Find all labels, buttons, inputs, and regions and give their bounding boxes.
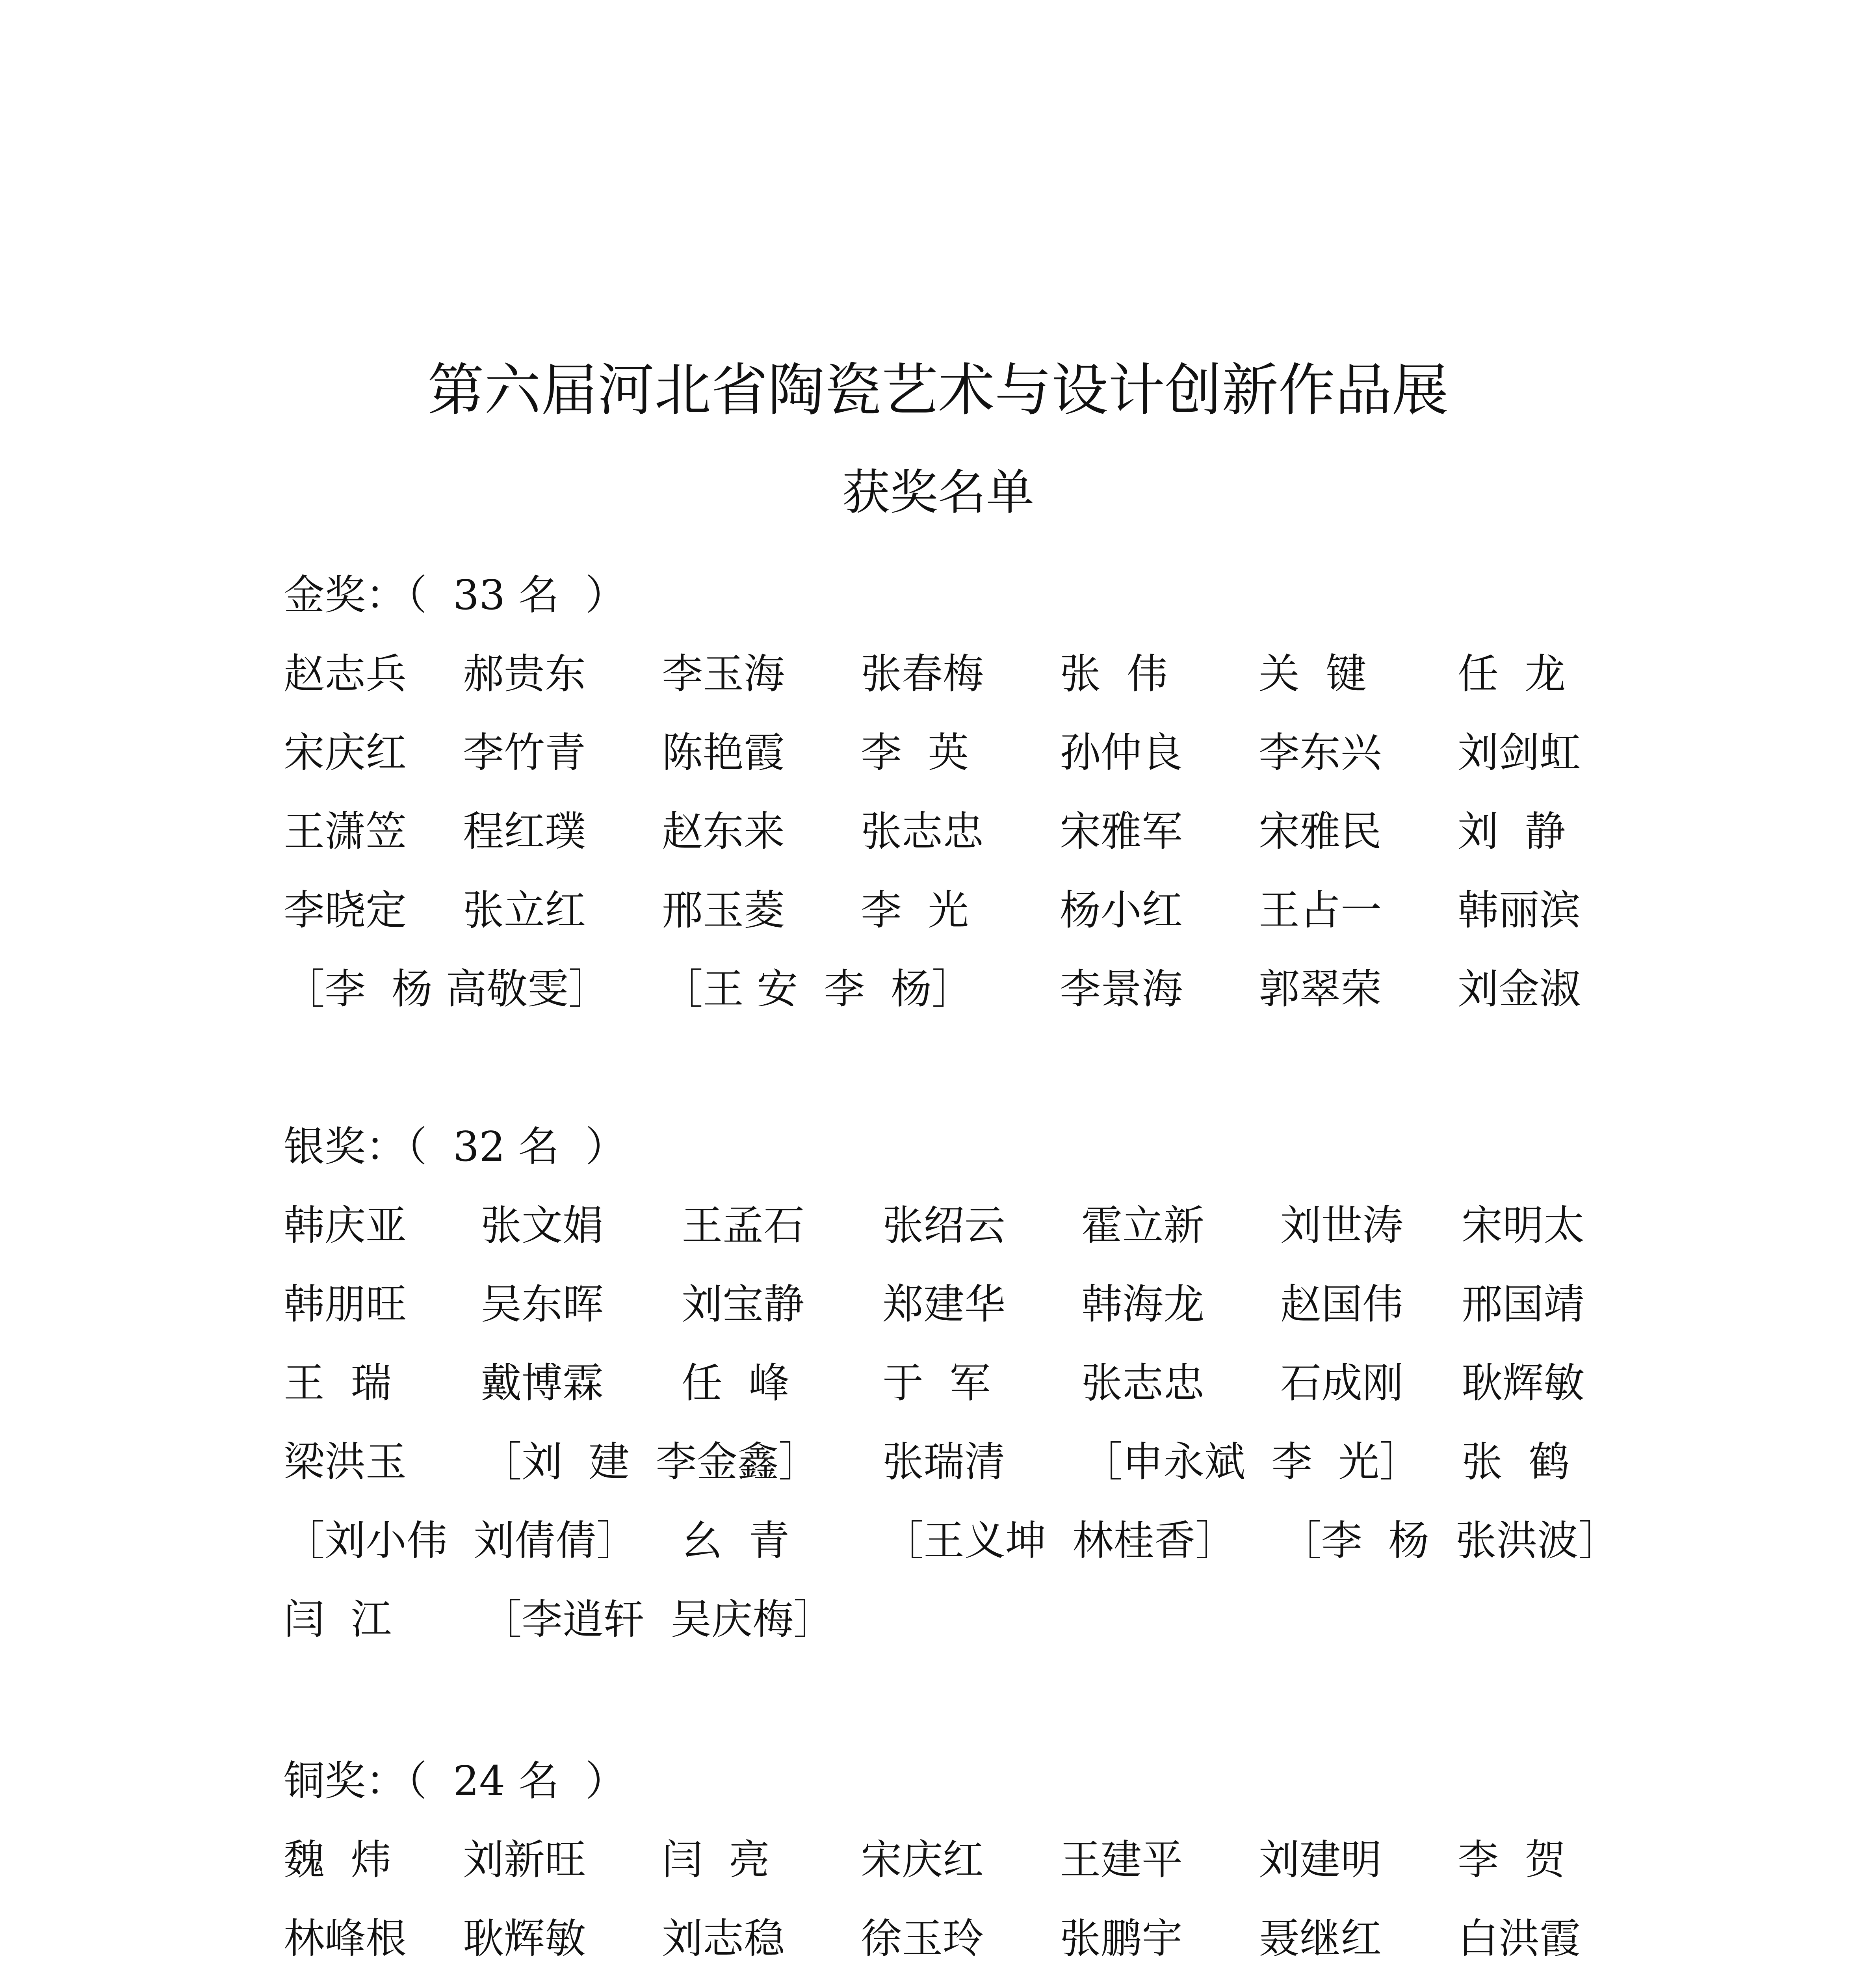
winner-name: 霍立新 <box>1081 1201 1205 1249</box>
winner-name: 刘剑虹 <box>1458 729 1581 777</box>
winner-name: 郝贵东 <box>463 650 586 698</box>
winner-row <box>284 634 1599 713</box>
winner-name: 张 鹤 <box>1462 1438 1570 1486</box>
winner-name: 邢玉菱 <box>662 886 785 934</box>
winner-name: 关 键 <box>1259 650 1367 698</box>
winner-name: 张春梅 <box>861 650 984 698</box>
winner-name: 刘志稳 <box>662 1914 785 1963</box>
winner-name: 耿辉敏 <box>463 1914 586 1963</box>
winner-name: ［李逍轩 吴庆梅］ <box>481 1595 835 1643</box>
winner-name: 梁洪玉 <box>284 1438 407 1486</box>
winner-name: 韩朋旺 <box>284 1280 407 1328</box>
page-subtitle: 获奖名单 <box>842 465 1034 520</box>
winner-name: 张立红 <box>463 886 586 934</box>
winner-name: 李 英 <box>861 729 969 777</box>
winner-name: 张文娟 <box>481 1201 604 1249</box>
winner-name: 刘世涛 <box>1280 1201 1404 1249</box>
bronze-award-label: 铜奖：（ 24 名 ） <box>284 1757 626 1805</box>
winner-name: 吴东晖 <box>481 1280 604 1328</box>
gold-award-header <box>284 556 1599 634</box>
winner-name: 赵志兵 <box>284 650 407 698</box>
winner-name: 石成刚 <box>1280 1359 1404 1407</box>
winner-row <box>284 1501 1620 1580</box>
winner-name: 王建平 <box>1060 1836 1183 1884</box>
winner-name: ［王 安 李 杨］ <box>662 965 973 1013</box>
bronze-award-header <box>284 1741 1599 1820</box>
winner-row <box>284 1265 1599 1344</box>
winner-name: 刘 静 <box>1458 807 1566 855</box>
winner-name: 李东兴 <box>1259 729 1382 777</box>
winner-name: 刘宝静 <box>682 1280 805 1328</box>
winner-row <box>284 1344 1599 1422</box>
winner-name: ［刘 建 李金鑫］ <box>481 1438 820 1486</box>
winner-name: 郑建华 <box>882 1280 1006 1328</box>
winner-name: 韩海龙 <box>1081 1280 1205 1328</box>
winner-row <box>284 1186 1599 1265</box>
winner-row <box>284 1580 1599 1659</box>
winner-name: 王 瑞 <box>284 1359 392 1407</box>
winner-name: 张绍云 <box>882 1201 1006 1249</box>
winner-name: 戴博霖 <box>481 1359 604 1407</box>
winner-name: 宋明太 <box>1462 1201 1585 1249</box>
winner-name: 闫 江 <box>284 1595 392 1643</box>
winner-name: 刘金淑 <box>1458 965 1581 1013</box>
winner-name: 李景海 <box>1060 965 1183 1013</box>
winner-name: 韩丽滨 <box>1458 886 1581 934</box>
winner-name: ［李 杨 张洪波］ <box>1280 1517 1620 1565</box>
winner-name: 宋雅民 <box>1259 807 1382 855</box>
winner-name: 白洪霞 <box>1458 1914 1581 1963</box>
winner-name: 任 峰 <box>682 1359 790 1407</box>
winner-row <box>284 1422 1599 1501</box>
winner-row <box>284 792 1599 871</box>
winner-name: 孙仲良 <box>1060 729 1183 777</box>
winner-name: 李竹青 <box>463 729 586 777</box>
winner-name: 宋庆红 <box>861 1836 984 1884</box>
winner-name: 刘建明 <box>1259 1836 1382 1884</box>
bronze-award-section <box>284 1741 1599 1970</box>
winner-row <box>284 713 1599 792</box>
winner-name: 王孟石 <box>682 1201 805 1249</box>
bronze-award-list <box>284 1820 1599 1970</box>
winner-name: 张瑞清 <box>882 1438 1006 1486</box>
winner-name: 杨小红 <box>1060 886 1183 934</box>
winner-name: 耿辉敏 <box>1462 1359 1585 1407</box>
silver-award-label: 银奖：（ 32 名 ） <box>284 1123 626 1171</box>
winner-name: 刘新旺 <box>463 1836 586 1884</box>
winner-name: 郭翠荣 <box>1259 965 1382 1013</box>
winner-name: 陈艳霞 <box>662 729 785 777</box>
gold-award-section <box>284 556 1599 1028</box>
winner-name: 魏 炜 <box>284 1836 392 1884</box>
winner-name: 张 伟 <box>1060 650 1168 698</box>
winner-name: 聂继红 <box>1259 1914 1382 1963</box>
winner-name: 宋雅军 <box>1060 807 1183 855</box>
winner-name: 张志忠 <box>1081 1359 1205 1407</box>
winner-name: 李 光 <box>861 886 969 934</box>
winner-name: ［申永斌 李 光］ <box>1081 1438 1421 1486</box>
winner-name: ［王义坤 林桂香］ <box>882 1517 1237 1565</box>
winner-name: 幺 青 <box>682 1517 790 1565</box>
winner-name: 徐玉玲 <box>861 1914 984 1963</box>
winner-row <box>284 1899 1599 1970</box>
winner-name: 李玉海 <box>662 650 785 698</box>
winner-name: ［李 杨 高敬雯］ <box>284 965 610 1013</box>
winner-name: 任 龙 <box>1458 650 1566 698</box>
winner-name: 闫 亮 <box>662 1836 770 1884</box>
winner-name: 王占一 <box>1259 886 1382 934</box>
winner-name: 韩庆亚 <box>284 1201 407 1249</box>
silver-award-list <box>284 1186 1620 1659</box>
winner-name: 王潇笠 <box>284 807 407 855</box>
page-title: 第六届河北省陶瓷艺术与设计创新作品展 <box>427 357 1449 423</box>
winner-name: 赵国伟 <box>1280 1280 1404 1328</box>
winner-name: 程红璞 <box>463 807 586 855</box>
gold-award-label: 金奖：（ 33 名 ） <box>284 571 626 619</box>
silver-award-section <box>284 1107 1620 1659</box>
winner-name: 张鹏宇 <box>1060 1914 1183 1963</box>
winner-name: 林峰根 <box>284 1914 407 1963</box>
winner-name: 李 贺 <box>1458 1836 1566 1884</box>
winner-name: 于 军 <box>882 1359 991 1407</box>
winner-row <box>284 950 1599 1028</box>
silver-award-header <box>284 1107 1599 1186</box>
gold-award-list <box>284 634 1599 1028</box>
winner-row <box>284 871 1599 950</box>
winner-name: ［刘小伟 刘倩倩］ <box>284 1517 638 1565</box>
winner-name: 赵东来 <box>662 807 785 855</box>
winner-name: 李晓定 <box>284 886 407 934</box>
winner-name: 宋庆红 <box>284 729 407 777</box>
winner-row <box>284 1820 1599 1899</box>
winner-name: 张志忠 <box>861 807 984 855</box>
winner-name: 邢国靖 <box>1462 1280 1585 1328</box>
